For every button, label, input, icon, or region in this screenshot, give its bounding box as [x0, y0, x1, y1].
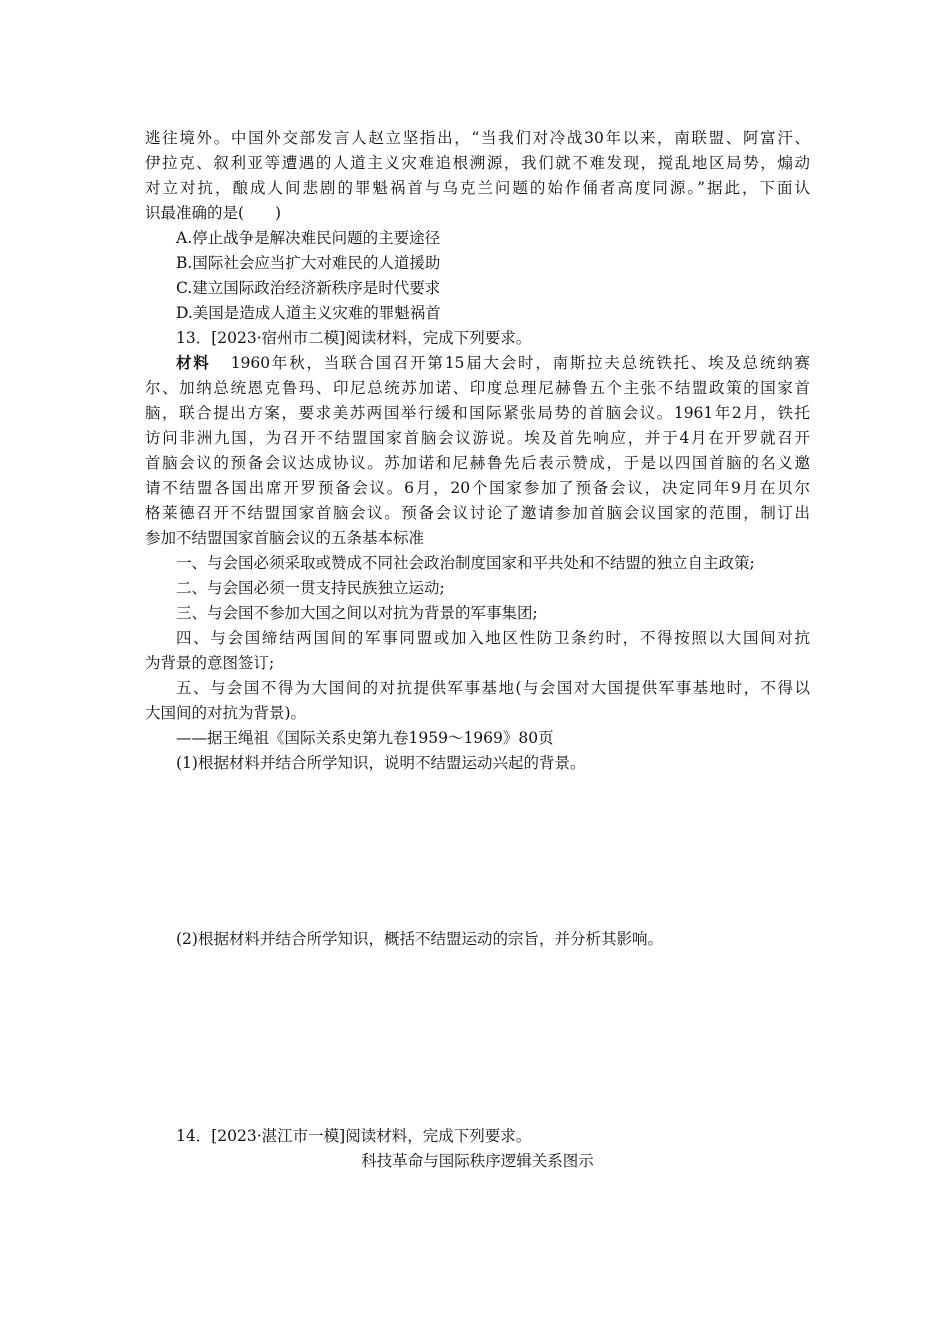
q13-criteria-3: 三、与会国不参加大国之间以对抗为背景的军事集团; [176, 604, 538, 622]
q13-criteria-5-line-1: 五、与会国不得为大国间的对抗提供军事基地(与会国对大国提供军事基地时，不得以 [176, 679, 810, 697]
q13-material-line-1 [176, 351, 810, 375]
q13-material-line-7: 格莱德召开不结盟国家首脑会议。预备会议讨论了邀请参加首脑会议国家的范围，制订出 [145, 504, 810, 522]
q12-stem-line-4: 识最准确的是( ) [145, 204, 282, 222]
q13-criteria-4-line-2: 为背景的意图签订; [145, 654, 275, 672]
q13-question-2: (2)根据材料并结合所学知识，概括不结盟运动的宗旨，并分析其影响。 [176, 930, 663, 948]
q13-material-line-8: 参加不结盟国家首脑会议的五条基本标准 [145, 529, 425, 547]
q12-stem-line-3: 对立对抗，酿成人间悲剧的罪魁祸首与乌克兰问题的始作俑者高度同源。”据此，下面认 [145, 179, 810, 197]
q13-heading: 13．[2023·宿州市二模]阅读材料，完成下列要求。 [176, 329, 532, 347]
q12-option-d: D.美国是造成人道主义灾难的罪魁祸首 [176, 304, 441, 322]
q13-material-line-2: 尔、加纳总统恩克鲁玛、印尼总统苏加诺、印度总理尼赫鲁五个主张不结盟政策的国家首 [145, 379, 810, 397]
q13-material-line-5: 首脑会议的预备会议达成协议。苏加诺和尼赫鲁先后表示赞成，于是以四国首脑的名义邀 [145, 454, 810, 472]
q12-option-b: B.国际社会应当扩大对难民的人道援助 [176, 254, 441, 272]
q13-criteria-4-line-1: 四、与会国缔结两国间的军事同盟或加入地区性防卫条约时，不得按照以大国间对抗 [176, 629, 810, 647]
q13-material-line-6: 请不结盟各国出席开罗预备会议。6月，20个国家参加了预备会议，决定同年9月在贝尔 [145, 479, 810, 497]
q12-stem-line-2: 伊拉克、叙利亚等遭遇的人道主义灾难追根溯源，我们就不难发现，搅乱地区局势，煽动 [145, 154, 810, 172]
q13-material-line-3: 脑，联合提出方案，要求美苏两国举行缓和国际紧张局势的首脑会议。1961年2月，铁托 [145, 404, 810, 422]
q13-criteria-5-line-2: 大国间的对抗为背景)。 [145, 704, 307, 722]
material-label: 材料 [176, 353, 211, 372]
q13-source: ——据王绳祖《国际关系史第九卷1959～1969》80页 [176, 729, 554, 747]
q12-option-c: C.建立国际政治经济新秩序是时代要求 [176, 279, 441, 297]
q12-stem-line-1: 逃往境外。中国外交部发言人赵立坚指出，“当我们对冷战30年以来，南联盟、阿富汗、 [145, 129, 810, 147]
q13-criteria-2: 二、与会国必须一贯支持民族独立运动; [176, 579, 445, 597]
q13-question-1: (1)根据材料并结合所学知识，说明不结盟运动兴起的背景。 [176, 754, 586, 772]
material-text-1: 1960年秋，当联合国召开第15届大会时，南斯拉夫总统铁托、埃及总统纳赛 [230, 354, 810, 372]
q13-criteria-1: 一、与会国必须采取或赞成不同社会政治制度国家和平共处和不结盟的独立自主政策; [176, 554, 755, 572]
q12-option-a: A.停止战争是解决难民问题的主要途径 [176, 229, 441, 247]
q14-figure-title: 科技革命与国际秩序逻辑关系图示 [361, 1152, 594, 1170]
q13-material-line-4: 访问非洲九国，为召开不结盟国家首脑会议游说。埃及首先响应，并于4月在开罗就召开 [145, 429, 810, 447]
q14-heading: 14．[2023·湛江市一模]阅读材料，完成下列要求。 [176, 1127, 532, 1145]
